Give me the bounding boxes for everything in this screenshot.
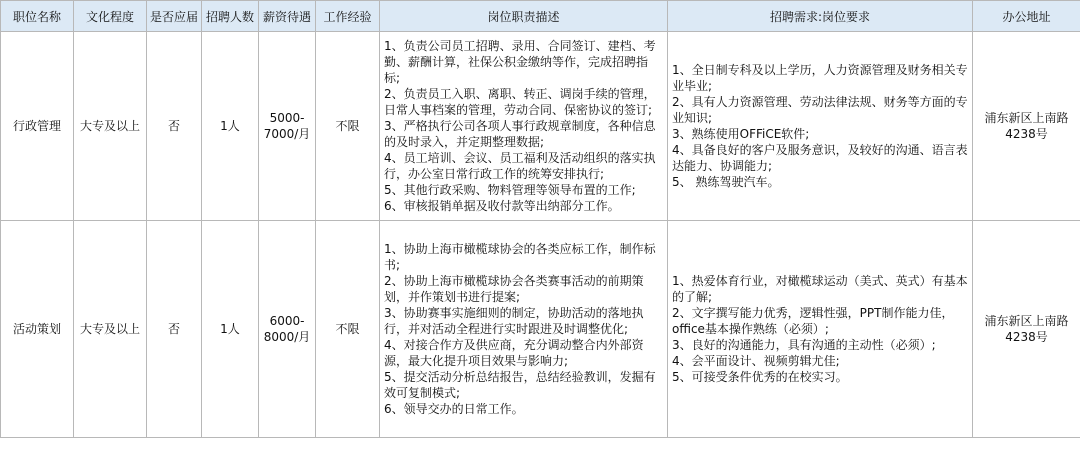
duty-line: 5、其他行政采购、物料管理等领导布置的工作;: [384, 183, 636, 197]
duty-line: 4、对接合作方及供应商，充分调动整合内外部资源，最大化提升项目效果与影响力;: [384, 338, 644, 368]
headcount-cell: 1人: [202, 221, 259, 438]
header-education: 文化程度: [74, 1, 147, 32]
experience-cell: 不限: [316, 32, 380, 221]
requirements-cell: [668, 32, 973, 221]
requirement-line: 2、具有人力资源管理、劳动法律法规、财务等方面的专业知识;: [672, 95, 968, 125]
salary-cell: 6000-8000/月: [259, 221, 316, 438]
experience-cell: 不限: [316, 221, 380, 438]
duties-cell: [380, 221, 668, 438]
job-title-cell: 活动策划: [1, 221, 74, 438]
requirement-line: 1、热爱体育行业，对橄榄球运动（美式、英式）有基本的了解;: [672, 274, 968, 304]
duty-line: 1、负责公司员工招聘、录用、合同签订、建档、考勤、薪酬计算，社保公积金缴纳等作，完成招聘指标;: [384, 39, 656, 85]
requirement-line: 4、会平面设计、视频剪辑尤佳;: [672, 354, 840, 368]
duty-line: 5、提交活动分析总结报告，总结经验教训，发掘有效可复制模式;: [384, 370, 656, 400]
header-requirements: 招聘需求:岗位要求: [668, 1, 973, 32]
education-cell: 大专及以上: [74, 32, 147, 221]
address-cell: 浦东新区上南路4238号: [973, 221, 1080, 438]
header-headcount: 招聘人数: [202, 1, 259, 32]
job-title-cell: 行政管理: [1, 32, 74, 221]
header-experience: 工作经验: [316, 1, 380, 32]
requirement-line: 2、文字撰写能力优秀，逻辑性强，PPT制作能力佳，office基本操作熟练（必须）;: [672, 306, 954, 336]
header-duties: 岗位职责描述: [380, 1, 668, 32]
duty-line: 6、领导交办的日常工作。: [384, 402, 524, 416]
requirement-line: 5、 熟练驾驶汽车。: [672, 175, 780, 189]
education-cell: 大专及以上: [74, 221, 147, 438]
duty-line: 4、员工培训、会议、员工福利及活动组织的落实执行，办公室日常行政工作的统筹安排执行;: [384, 151, 656, 181]
address-cell: 浦东新区上南路4238号: [973, 32, 1080, 221]
duties-cell: [380, 32, 668, 221]
requirement-line: 4、具备良好的客户及服务意识，及较好的沟通、语言表达能力、协调能力;: [672, 143, 968, 173]
duty-line: 6、审核报销单据及收付款等出纳部分工作。: [384, 199, 620, 213]
header-fresh-grad: 是否应届: [147, 1, 202, 32]
requirements-cell: [668, 221, 973, 438]
header-salary: 薪资待遇: [259, 1, 316, 32]
salary-cell: 5000-7000/月: [259, 32, 316, 221]
table-row: [1, 221, 1080, 438]
duty-line: 2、负责员工入职、离职、转正、调岗手续的管理，日常人事档案的管理，劳动合同、保密协议的签订;: [384, 87, 656, 117]
duty-line: 3、协助赛事实施细则的制定，协助活动的落地执行，并对活动全程进行实时跟进及时调整优化;: [384, 306, 644, 336]
table-row: [1, 32, 1080, 221]
requirement-line: 1、全日制专科及以上学历，人力资源管理及财务相关专业毕业;: [672, 63, 968, 93]
duty-line: 1、协助上海市橄榄球协会的各类应标工作，制作标书;: [384, 242, 656, 272]
headcount-cell: 1人: [202, 32, 259, 221]
header-address: 办公地址: [973, 1, 1080, 32]
fresh-grad-cell: 否: [147, 32, 202, 221]
header-row: [1, 1, 1080, 32]
header-title: 职位名称: [1, 1, 74, 32]
requirement-line: 3、熟练使用OFFiCE软件;: [672, 127, 810, 141]
fresh-grad-cell: 否: [147, 221, 202, 438]
duty-line: 3、严格执行公司各项人事行政规章制度，各种信息的及时录入，并定期整理数据;: [384, 119, 656, 149]
requirement-line: 3、良好的沟通能力，具有沟通的主动性（必须）;: [672, 338, 936, 352]
duty-line: 2、协助上海市橄榄球协会各类赛事活动的前期策划，并作策划书进行提案;: [384, 274, 644, 304]
requirement-line: 5、可接受条件优秀的在校实习。: [672, 370, 848, 384]
